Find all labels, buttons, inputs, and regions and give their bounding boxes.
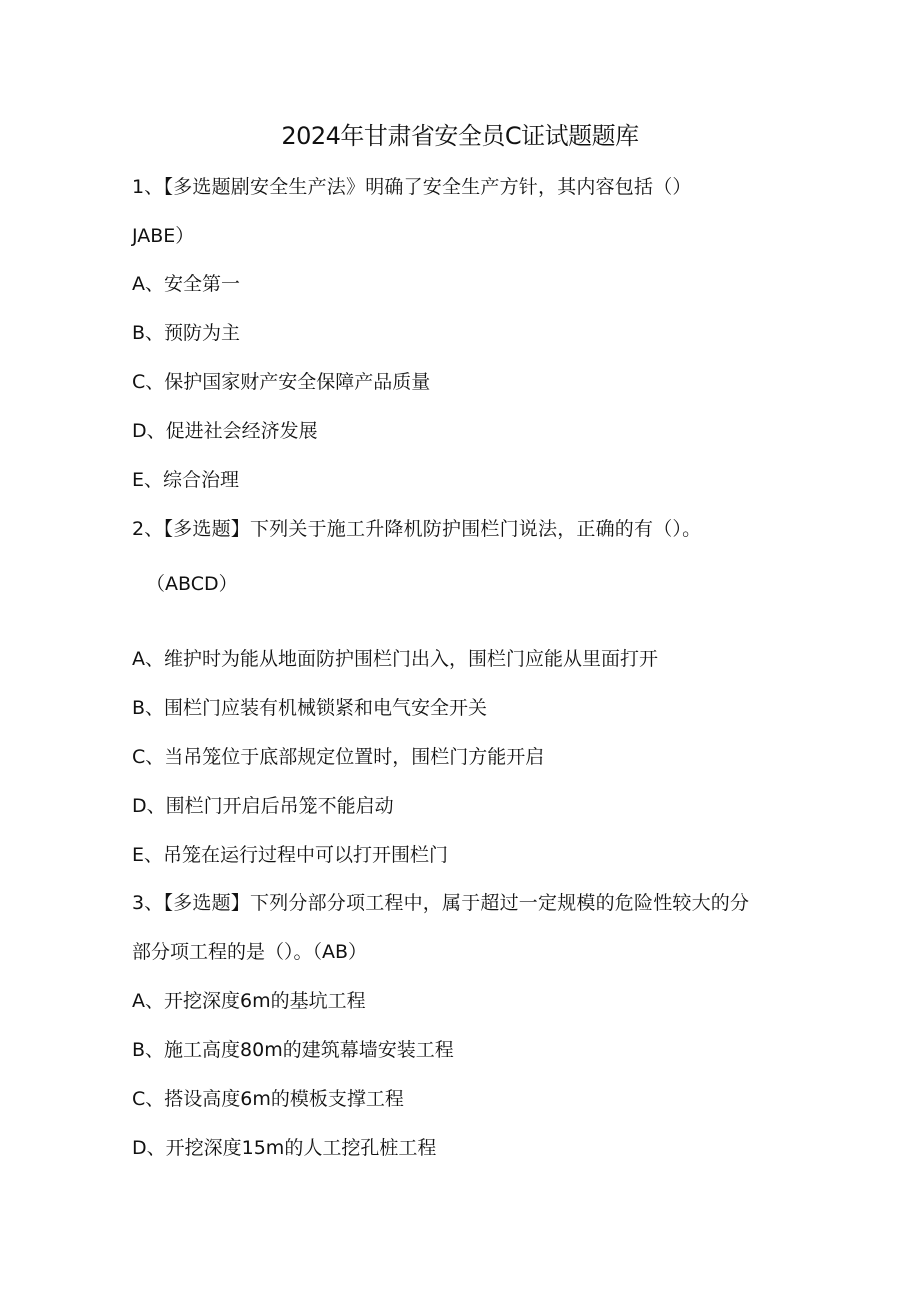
question-2-answer: （ABCD）: [146, 573, 238, 595]
question-1-option-b: B、预防为主: [132, 322, 241, 344]
question-2-option-a: A、维护时为能从地面防护围栏门出入，围栏门应能从里面打开: [132, 648, 658, 670]
question-3-option-d: D、开挖深度15m的人工挖孔桩工程: [132, 1137, 437, 1159]
question-2-text: 2、【多选题】下列关于施工升降机防护围栏门说法，正确的有（）。: [132, 518, 702, 540]
question-1-text: 1、【多选题剧安全生产法》明确了安全生产方针，其内容包括（）: [132, 176, 692, 198]
question-2-option-e: E、吊笼在运行过程中可以打开围栏门: [132, 844, 449, 866]
question-3-text-line1: 3、【多选题】下列分部分项工程中，属于超过一定规模的危险性较大的分: [132, 892, 750, 914]
question-3-option-c: C、搭设高度6m的模板支撑工程: [132, 1088, 404, 1110]
question-1-answer: JABE）: [132, 225, 195, 247]
question-3-text-line2: 部分项工程的是（）。（AB）: [132, 941, 368, 963]
question-3-option-a: A、开挖深度6m的基坑工程: [132, 990, 366, 1012]
question-3-option-b: B、施工高度80m的建筑幕墙安装工程: [132, 1039, 454, 1061]
document-title: 2024年甘肃省安全员C证试题题库: [281, 122, 639, 150]
question-1-option-d: D、促进社会经济发展: [132, 420, 318, 442]
question-2-option-d: D、围栏门开启后吊笼不能启动: [132, 795, 394, 817]
question-1-option-a: A、安全第一: [132, 273, 240, 295]
question-2-option-b: B、围栏门应装有机械锁紧和电气安全开关: [132, 697, 488, 719]
question-1-option-c: C、保护国家财产安全保障产品质量: [132, 371, 431, 393]
question-1-option-e: E、综合治理: [132, 469, 240, 491]
question-2-option-c: C、当吊笼位于底部规定位置时，围栏门方能开启: [132, 746, 545, 768]
